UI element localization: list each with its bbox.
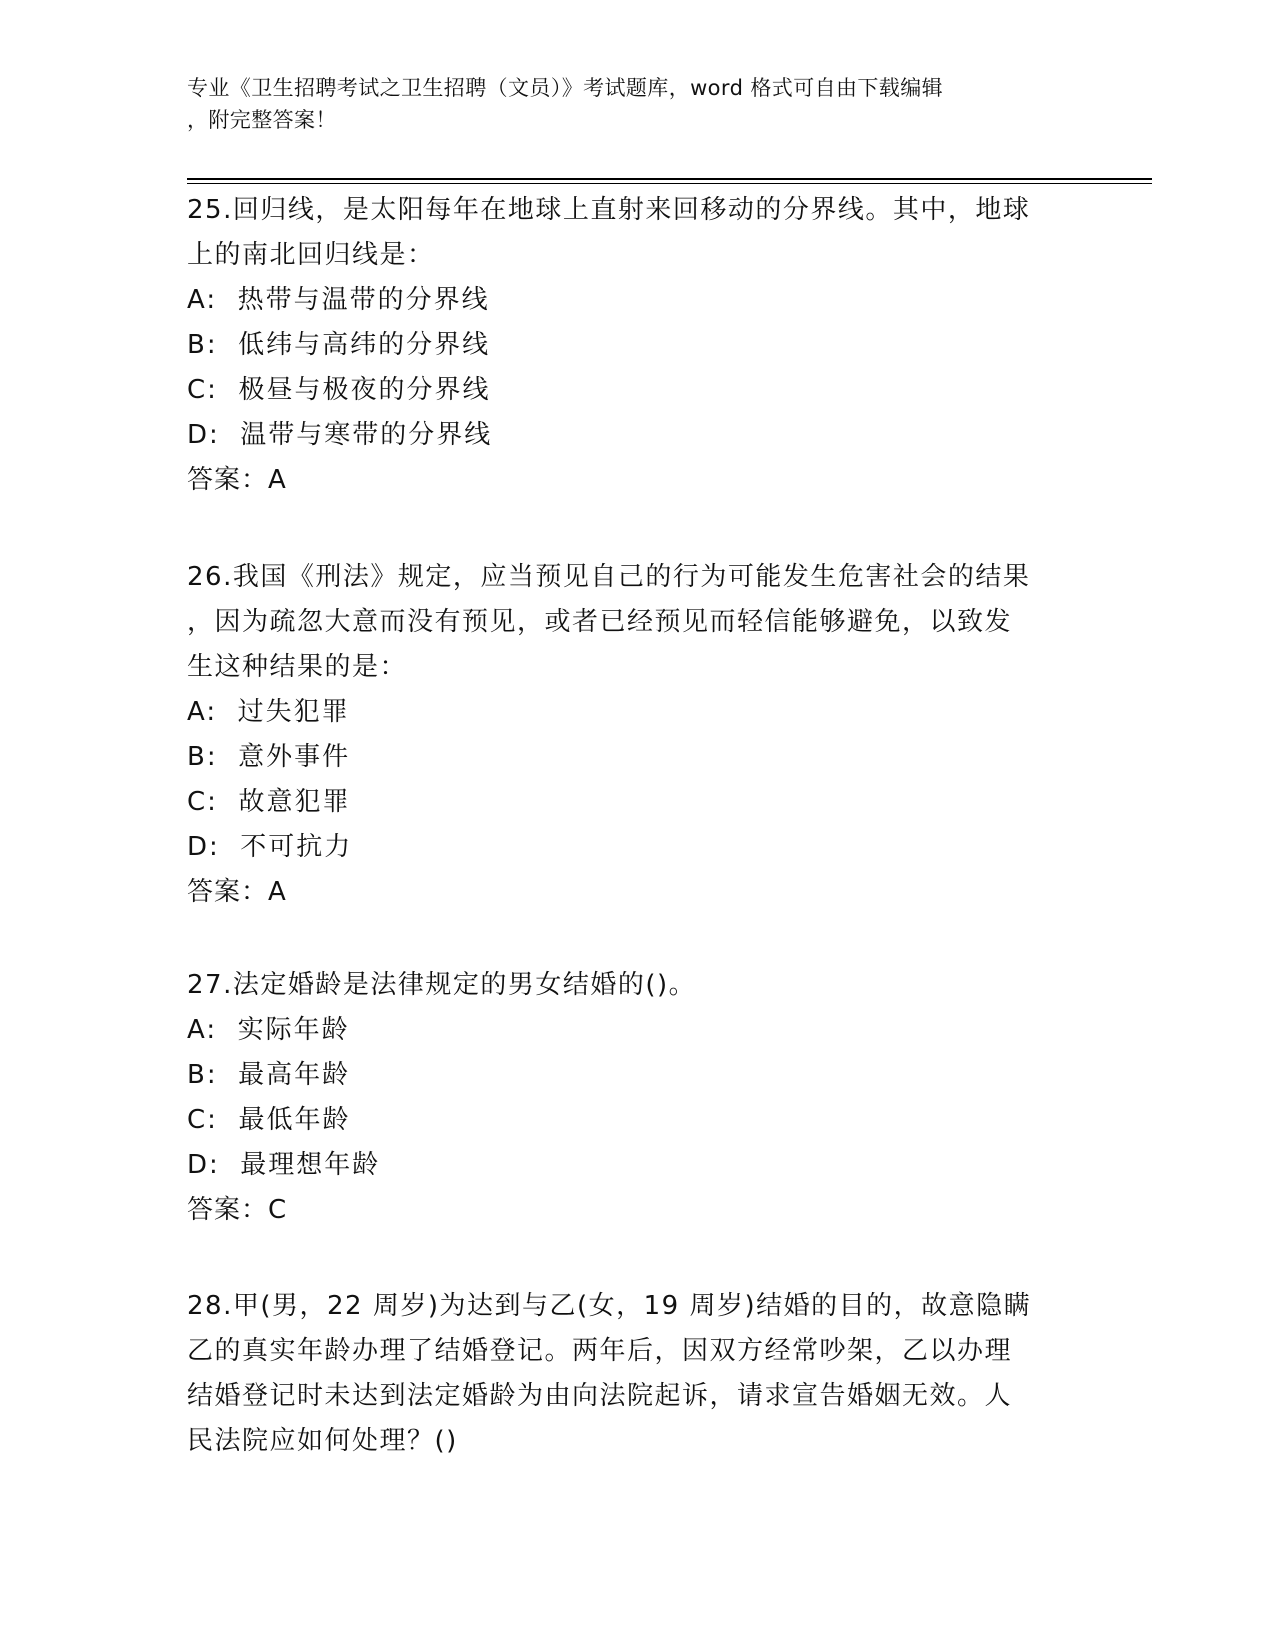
option-a: A: 过失犯罪 [187,697,350,727]
option-b: B: 低纬与高纬的分界线 [187,330,491,360]
option-d: D: 不可抗力 [187,832,353,862]
option-b: B: 最高年龄 [187,1060,351,1090]
option-b: B: 意外事件 [187,742,351,772]
question-stem: 28.甲(男，22 周岁)为达到与乙(女，19 周岁)结婚的目的，故意隐瞒 乙的真实年龄办理了结婚登记。两年后，因双方经常吵架，乙以办理 结婚登记时未达到法定婚龄为由向法院起诉，请求宣告婚姻无效。人 民法院应如何处理？() [187,1291,1032,1456]
option-c: C: 极昼与极夜的分界线 [187,375,491,405]
option-c: C: 故意犯罪 [187,787,351,817]
option-a: A: 热带与温带的分界线 [187,285,490,315]
question-stem: 26.我国《刑法》规定，应当预见自己的行为可能发生危害社会的结果 ，因为疏忽大意而没有预见，或者已经预见而轻信能够避免，以致发 生这种结果的是： [187,562,1031,682]
answer-line: 答案：A [187,877,287,907]
question-stem: 25.回归线，是太阳每年在地球上直射来回移动的分界线。其中，地球 上的南北回归线是： [187,195,1031,270]
answer-line: 答案：A [187,465,287,495]
question-stem: 27.法定婚龄是法律规定的男女结婚的()。 [187,970,697,1000]
answer-line: 答案：C [187,1195,288,1225]
option-a: A: 实际年龄 [187,1015,350,1045]
header-rule-thick [187,178,1152,180]
option-d: D: 温带与寒带的分界线 [187,420,493,450]
question-28 [187,1284,1067,1464]
document-header: 专业《卫生招聘考试之卫生招聘（文员）》考试题库，word 格式可自由下载编辑 ，附完整答案！ [187,76,943,132]
option-c: C: 最低年龄 [187,1105,351,1135]
question-25 [187,188,1067,503]
question-26 [187,555,1067,915]
header-rule-thin [187,183,1152,184]
option-d: D: 最理想年龄 [187,1150,381,1180]
question-27 [187,963,1067,1233]
